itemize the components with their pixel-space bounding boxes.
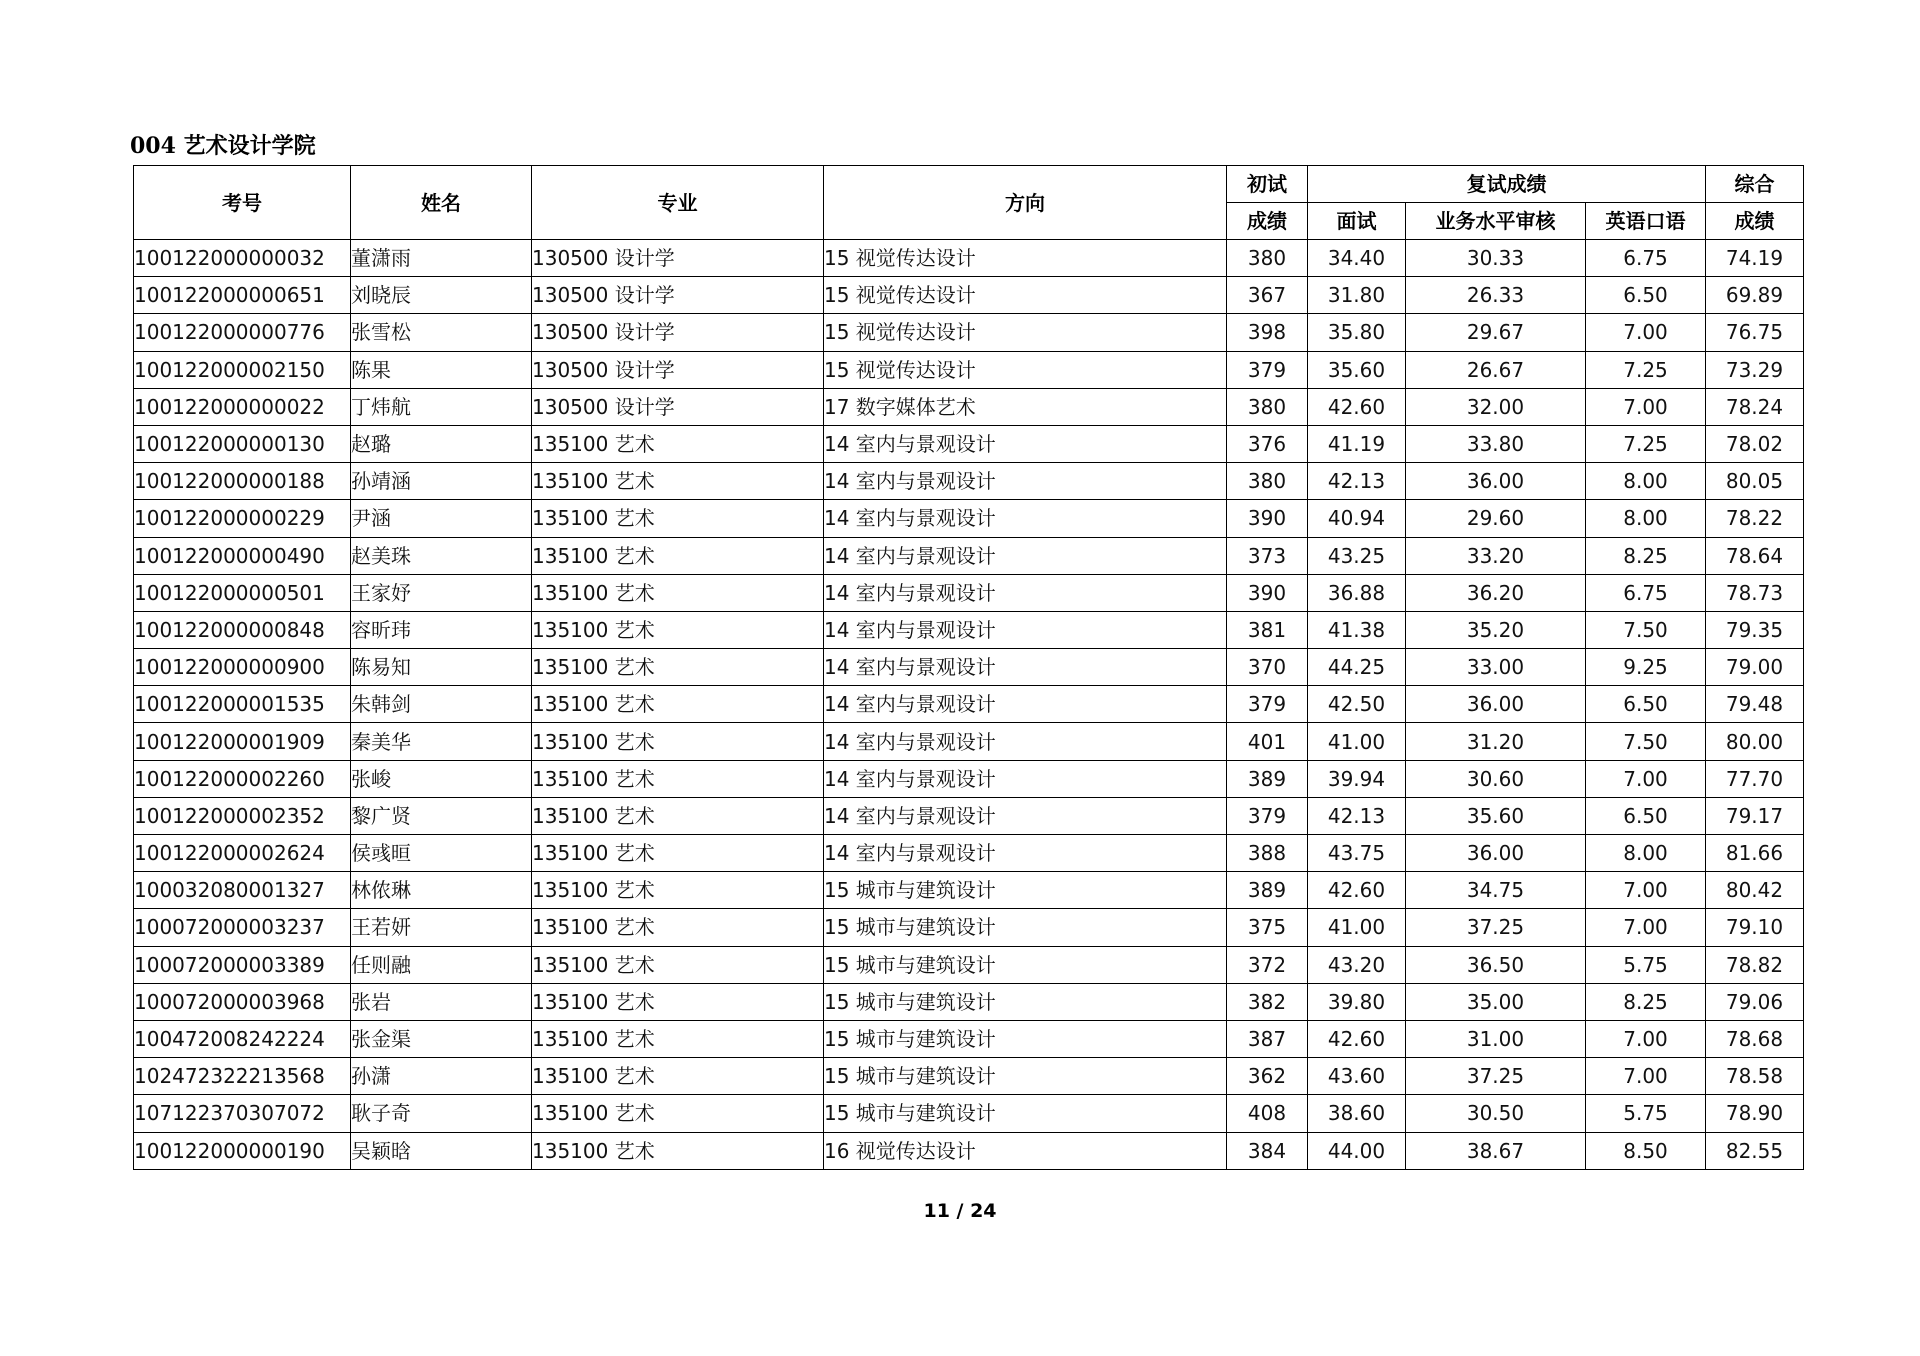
cell-business-score: 33.20	[1406, 537, 1586, 574]
cell-name: 林侬琳	[351, 872, 532, 909]
cell-name: 张金渠	[351, 1020, 532, 1057]
cell-name: 刘晓辰	[351, 277, 532, 314]
cell-total-score: 79.35	[1706, 611, 1804, 648]
cell-total-score: 78.82	[1706, 946, 1804, 983]
cell-major: 135100 艺术	[532, 1095, 824, 1132]
cell-business-score: 26.67	[1406, 351, 1586, 388]
table-row	[134, 1058, 1804, 1095]
cell-direction: 14 室内与景观设计	[824, 425, 1227, 462]
cell-name: 耿子奇	[351, 1095, 532, 1132]
cell-interview-score: 43.20	[1308, 946, 1406, 983]
table-row	[134, 723, 1804, 760]
cell-interview-score: 40.94	[1308, 500, 1406, 537]
cell-interview-score: 44.00	[1308, 1132, 1406, 1169]
table-row	[134, 1095, 1804, 1132]
cell-interview-score: 42.13	[1308, 797, 1406, 834]
cell-total-score: 81.66	[1706, 835, 1804, 872]
cell-initial-score: 408	[1227, 1095, 1308, 1132]
cell-initial-score: 379	[1227, 351, 1308, 388]
cell-exam-no: 102472322213568	[134, 1058, 351, 1095]
cell-direction: 15 视觉传达设计	[824, 314, 1227, 351]
cell-direction: 17 数字媒体艺术	[824, 388, 1227, 425]
cell-english-score: 8.00	[1586, 500, 1706, 537]
header-english: 英语口语	[1586, 203, 1706, 240]
cell-interview-score: 42.50	[1308, 686, 1406, 723]
cell-total-score: 79.48	[1706, 686, 1804, 723]
cell-initial-score: 401	[1227, 723, 1308, 760]
cell-name: 董潇雨	[351, 240, 532, 277]
cell-initial-score: 367	[1227, 277, 1308, 314]
cell-english-score: 7.00	[1586, 760, 1706, 797]
cell-business-score: 29.67	[1406, 314, 1586, 351]
cell-business-score: 29.60	[1406, 500, 1586, 537]
cell-business-score: 35.20	[1406, 611, 1586, 648]
cell-business-score: 33.00	[1406, 649, 1586, 686]
cell-english-score: 8.00	[1586, 835, 1706, 872]
cell-total-score: 80.00	[1706, 723, 1804, 760]
cell-major: 130500 设计学	[532, 277, 824, 314]
cell-direction: 14 室内与景观设计	[824, 500, 1227, 537]
table-row	[134, 537, 1804, 574]
cell-initial-score: 389	[1227, 872, 1308, 909]
page-number: 11 / 24	[923, 1200, 997, 1222]
cell-total-score: 76.75	[1706, 314, 1804, 351]
cell-english-score: 8.25	[1586, 537, 1706, 574]
cell-initial-score: 380	[1227, 388, 1308, 425]
cell-english-score: 7.00	[1586, 388, 1706, 425]
cell-major: 135100 艺术	[532, 723, 824, 760]
cell-exam-no: 100122000002150	[134, 351, 351, 388]
cell-initial-score: 379	[1227, 686, 1308, 723]
cell-total-score: 78.68	[1706, 1020, 1804, 1057]
cell-name: 丁炜航	[351, 388, 532, 425]
table-row	[134, 611, 1804, 648]
cell-exam-no: 100072000003968	[134, 983, 351, 1020]
cell-major: 135100 艺术	[532, 649, 824, 686]
cell-major: 135100 艺术	[532, 574, 824, 611]
cell-major: 135100 艺术	[532, 686, 824, 723]
cell-major: 130500 设计学	[532, 351, 824, 388]
cell-name: 容昕玮	[351, 611, 532, 648]
cell-direction: 15 视觉传达设计	[824, 277, 1227, 314]
cell-interview-score: 42.60	[1308, 1020, 1406, 1057]
cell-interview-score: 35.80	[1308, 314, 1406, 351]
cell-interview-score: 41.38	[1308, 611, 1406, 648]
cell-interview-score: 41.19	[1308, 425, 1406, 462]
cell-english-score: 7.50	[1586, 723, 1706, 760]
cell-business-score: 30.50	[1406, 1095, 1586, 1132]
cell-exam-no: 100122000000022	[134, 388, 351, 425]
cell-english-score: 8.25	[1586, 983, 1706, 1020]
table-row	[134, 1020, 1804, 1057]
cell-interview-score: 41.00	[1308, 909, 1406, 946]
cell-total-score: 79.06	[1706, 983, 1804, 1020]
header-retest-group: 复试成绩	[1308, 166, 1706, 203]
cell-initial-score: 384	[1227, 1132, 1308, 1169]
cell-english-score: 8.00	[1586, 463, 1706, 500]
cell-interview-score: 43.60	[1308, 1058, 1406, 1095]
admission-score-table	[133, 165, 1804, 1170]
cell-name: 赵璐	[351, 425, 532, 462]
cell-direction: 14 室内与景观设计	[824, 649, 1227, 686]
cell-english-score: 6.75	[1586, 240, 1706, 277]
cell-interview-score: 42.13	[1308, 463, 1406, 500]
cell-exam-no: 100122000000188	[134, 463, 351, 500]
cell-initial-score: 389	[1227, 760, 1308, 797]
cell-initial-score: 373	[1227, 537, 1308, 574]
cell-major: 130500 设计学	[532, 240, 824, 277]
cell-direction: 15 城市与建筑设计	[824, 1058, 1227, 1095]
cell-name: 任则融	[351, 946, 532, 983]
cell-interview-score: 36.88	[1308, 574, 1406, 611]
cell-interview-score: 43.75	[1308, 835, 1406, 872]
cell-total-score: 78.22	[1706, 500, 1804, 537]
cell-initial-score: 381	[1227, 611, 1308, 648]
cell-major: 135100 艺术	[532, 537, 824, 574]
table-row	[134, 649, 1804, 686]
header-total-line2: 成绩	[1706, 203, 1804, 240]
cell-exam-no: 100122000000229	[134, 500, 351, 537]
cell-direction: 15 城市与建筑设计	[824, 1095, 1227, 1132]
header-major: 专业	[532, 166, 824, 240]
cell-name: 陈果	[351, 351, 532, 388]
cell-total-score: 79.17	[1706, 797, 1804, 834]
cell-initial-score: 382	[1227, 983, 1308, 1020]
cell-business-score: 35.60	[1406, 797, 1586, 834]
cell-business-score: 30.33	[1406, 240, 1586, 277]
cell-major: 135100 艺术	[532, 425, 824, 462]
cell-direction: 14 室内与景观设计	[824, 686, 1227, 723]
header-interview: 面试	[1308, 203, 1406, 240]
cell-total-score: 79.10	[1706, 909, 1804, 946]
cell-name: 陈易知	[351, 649, 532, 686]
cell-business-score: 36.50	[1406, 946, 1586, 983]
cell-total-score: 69.89	[1706, 277, 1804, 314]
cell-major: 135100 艺术	[532, 909, 824, 946]
cell-exam-no: 100122000000848	[134, 611, 351, 648]
header-direction: 方向	[824, 166, 1227, 240]
cell-total-score: 78.73	[1706, 574, 1804, 611]
table-row	[134, 760, 1804, 797]
cell-english-score: 5.75	[1586, 1095, 1706, 1132]
cell-direction: 14 室内与景观设计	[824, 611, 1227, 648]
cell-major: 135100 艺术	[532, 872, 824, 909]
cell-english-score: 7.00	[1586, 909, 1706, 946]
cell-business-score: 37.25	[1406, 1058, 1586, 1095]
cell-name: 尹涵	[351, 500, 532, 537]
header-row-top	[134, 166, 1804, 203]
cell-english-score: 7.00	[1586, 1020, 1706, 1057]
header-exam-no: 考号	[134, 166, 351, 240]
cell-direction: 14 室内与景观设计	[824, 537, 1227, 574]
cell-name: 孙潇	[351, 1058, 532, 1095]
cell-exam-no: 100122000002624	[134, 835, 351, 872]
cell-initial-score: 380	[1227, 463, 1308, 500]
cell-name: 张岩	[351, 983, 532, 1020]
table-body	[134, 240, 1804, 1170]
cell-initial-score: 370	[1227, 649, 1308, 686]
table-row	[134, 574, 1804, 611]
table-row	[134, 686, 1804, 723]
cell-total-score: 78.02	[1706, 425, 1804, 462]
table-row	[134, 240, 1804, 277]
cell-business-score: 30.60	[1406, 760, 1586, 797]
cell-direction: 14 室内与景观设计	[824, 723, 1227, 760]
cell-english-score: 5.75	[1586, 946, 1706, 983]
header-total-line1: 综合	[1706, 166, 1804, 203]
cell-english-score: 6.50	[1586, 686, 1706, 723]
cell-major: 135100 艺术	[532, 983, 824, 1020]
cell-initial-score: 390	[1227, 574, 1308, 611]
cell-direction: 15 视觉传达设计	[824, 351, 1227, 388]
table-row	[134, 872, 1804, 909]
cell-initial-score: 375	[1227, 909, 1308, 946]
cell-total-score: 78.58	[1706, 1058, 1804, 1095]
cell-english-score: 7.00	[1586, 314, 1706, 351]
cell-business-score: 35.00	[1406, 983, 1586, 1020]
section-title: 004 艺术设计学院	[130, 133, 316, 159]
cell-interview-score: 35.60	[1308, 351, 1406, 388]
cell-english-score: 6.75	[1586, 574, 1706, 611]
cell-name: 孙靖涵	[351, 463, 532, 500]
header-initial-line2: 成绩	[1227, 203, 1308, 240]
header-name: 姓名	[351, 166, 532, 240]
cell-major: 135100 艺术	[532, 797, 824, 834]
cell-major: 135100 艺术	[532, 611, 824, 648]
cell-interview-score: 42.60	[1308, 872, 1406, 909]
cell-english-score: 9.25	[1586, 649, 1706, 686]
table-row	[134, 388, 1804, 425]
cell-exam-no: 100122000000032	[134, 240, 351, 277]
cell-direction: 15 城市与建筑设计	[824, 872, 1227, 909]
cell-total-score: 74.19	[1706, 240, 1804, 277]
cell-direction: 14 室内与景观设计	[824, 760, 1227, 797]
cell-major: 130500 设计学	[532, 314, 824, 351]
cell-exam-no: 100472008242224	[134, 1020, 351, 1057]
cell-business-score: 37.25	[1406, 909, 1586, 946]
cell-english-score: 7.25	[1586, 351, 1706, 388]
table-row	[134, 797, 1804, 834]
cell-exam-no: 100122000002260	[134, 760, 351, 797]
cell-major: 135100 艺术	[532, 463, 824, 500]
cell-initial-score: 379	[1227, 797, 1308, 834]
cell-interview-score: 41.00	[1308, 723, 1406, 760]
cell-major: 135100 艺术	[532, 1132, 824, 1169]
cell-name: 侯彧晅	[351, 835, 532, 872]
cell-direction: 14 室内与景观设计	[824, 835, 1227, 872]
cell-exam-no: 107122370307072	[134, 1095, 351, 1132]
cell-exam-no: 100072000003389	[134, 946, 351, 983]
cell-interview-score: 38.60	[1308, 1095, 1406, 1132]
cell-name: 张雪松	[351, 314, 532, 351]
cell-business-score: 34.75	[1406, 872, 1586, 909]
cell-name: 张峻	[351, 760, 532, 797]
cell-total-score: 82.55	[1706, 1132, 1804, 1169]
cell-name: 吴颖晗	[351, 1132, 532, 1169]
table-row	[134, 500, 1804, 537]
cell-exam-no: 100032080001327	[134, 872, 351, 909]
cell-total-score: 80.42	[1706, 872, 1804, 909]
cell-major: 135100 艺术	[532, 760, 824, 797]
cell-major: 135100 艺术	[532, 835, 824, 872]
cell-name: 朱韩剑	[351, 686, 532, 723]
table-row	[134, 314, 1804, 351]
cell-english-score: 7.25	[1586, 425, 1706, 462]
cell-exam-no: 100122000000490	[134, 537, 351, 574]
cell-interview-score: 42.60	[1308, 388, 1406, 425]
cell-direction: 15 城市与建筑设计	[824, 983, 1227, 1020]
table-row	[134, 425, 1804, 462]
table-row	[134, 983, 1804, 1020]
cell-business-score: 38.67	[1406, 1132, 1586, 1169]
cell-business-score: 36.00	[1406, 835, 1586, 872]
cell-name: 王家妤	[351, 574, 532, 611]
cell-total-score: 78.64	[1706, 537, 1804, 574]
cell-exam-no: 100122000000130	[134, 425, 351, 462]
cell-business-score: 36.00	[1406, 463, 1586, 500]
cell-english-score: 6.50	[1586, 277, 1706, 314]
table-row	[134, 277, 1804, 314]
cell-total-score: 80.05	[1706, 463, 1804, 500]
cell-major: 135100 艺术	[532, 1058, 824, 1095]
cell-initial-score: 362	[1227, 1058, 1308, 1095]
cell-major: 135100 艺术	[532, 500, 824, 537]
cell-business-score: 33.80	[1406, 425, 1586, 462]
cell-name: 秦美华	[351, 723, 532, 760]
cell-name: 王若妍	[351, 909, 532, 946]
cell-business-score: 26.33	[1406, 277, 1586, 314]
table-row	[134, 946, 1804, 983]
cell-direction: 14 室内与景观设计	[824, 574, 1227, 611]
cell-interview-score: 43.25	[1308, 537, 1406, 574]
cell-initial-score: 376	[1227, 425, 1308, 462]
cell-major: 135100 艺术	[532, 946, 824, 983]
cell-direction: 16 视觉传达设计	[824, 1132, 1227, 1169]
cell-major: 130500 设计学	[532, 388, 824, 425]
cell-exam-no: 100122000001909	[134, 723, 351, 760]
header-initial-line1: 初试	[1227, 166, 1308, 203]
header-business: 业务水平审核	[1406, 203, 1586, 240]
cell-direction: 14 室内与景观设计	[824, 797, 1227, 834]
cell-exam-no: 100122000002352	[134, 797, 351, 834]
cell-total-score: 78.24	[1706, 388, 1804, 425]
table-row	[134, 1132, 1804, 1169]
cell-english-score: 6.50	[1586, 797, 1706, 834]
table-row	[134, 835, 1804, 872]
cell-initial-score: 387	[1227, 1020, 1308, 1057]
cell-name: 赵美珠	[351, 537, 532, 574]
cell-major: 135100 艺术	[532, 1020, 824, 1057]
cell-exam-no: 100122000000900	[134, 649, 351, 686]
cell-english-score: 7.00	[1586, 872, 1706, 909]
cell-exam-no: 100122000000501	[134, 574, 351, 611]
cell-initial-score: 372	[1227, 946, 1308, 983]
cell-total-score: 78.90	[1706, 1095, 1804, 1132]
cell-interview-score: 39.80	[1308, 983, 1406, 1020]
cell-business-score: 36.00	[1406, 686, 1586, 723]
cell-exam-no: 100122000001535	[134, 686, 351, 723]
cell-business-score: 31.20	[1406, 723, 1586, 760]
cell-exam-no: 100072000003237	[134, 909, 351, 946]
cell-english-score: 7.50	[1586, 611, 1706, 648]
cell-english-score: 8.50	[1586, 1132, 1706, 1169]
table-row	[134, 463, 1804, 500]
cell-interview-score: 34.40	[1308, 240, 1406, 277]
cell-direction: 14 室内与景观设计	[824, 463, 1227, 500]
cell-exam-no: 100122000000651	[134, 277, 351, 314]
cell-exam-no: 100122000000190	[134, 1132, 351, 1169]
cell-english-score: 7.00	[1586, 1058, 1706, 1095]
cell-direction: 15 视觉传达设计	[824, 240, 1227, 277]
cell-interview-score: 31.80	[1308, 277, 1406, 314]
cell-business-score: 36.20	[1406, 574, 1586, 611]
cell-direction: 15 城市与建筑设计	[824, 909, 1227, 946]
cell-total-score: 77.70	[1706, 760, 1804, 797]
cell-initial-score: 380	[1227, 240, 1308, 277]
cell-total-score: 73.29	[1706, 351, 1804, 388]
cell-initial-score: 388	[1227, 835, 1308, 872]
cell-total-score: 79.00	[1706, 649, 1804, 686]
cell-business-score: 32.00	[1406, 388, 1586, 425]
table-row	[134, 909, 1804, 946]
cell-name: 黎广贤	[351, 797, 532, 834]
cell-business-score: 31.00	[1406, 1020, 1586, 1057]
cell-direction: 15 城市与建筑设计	[824, 1020, 1227, 1057]
cell-interview-score: 39.94	[1308, 760, 1406, 797]
cell-interview-score: 44.25	[1308, 649, 1406, 686]
cell-initial-score: 398	[1227, 314, 1308, 351]
cell-initial-score: 390	[1227, 500, 1308, 537]
table-header	[134, 166, 1804, 240]
table-row	[134, 351, 1804, 388]
cell-exam-no: 100122000000776	[134, 314, 351, 351]
cell-direction: 15 城市与建筑设计	[824, 946, 1227, 983]
